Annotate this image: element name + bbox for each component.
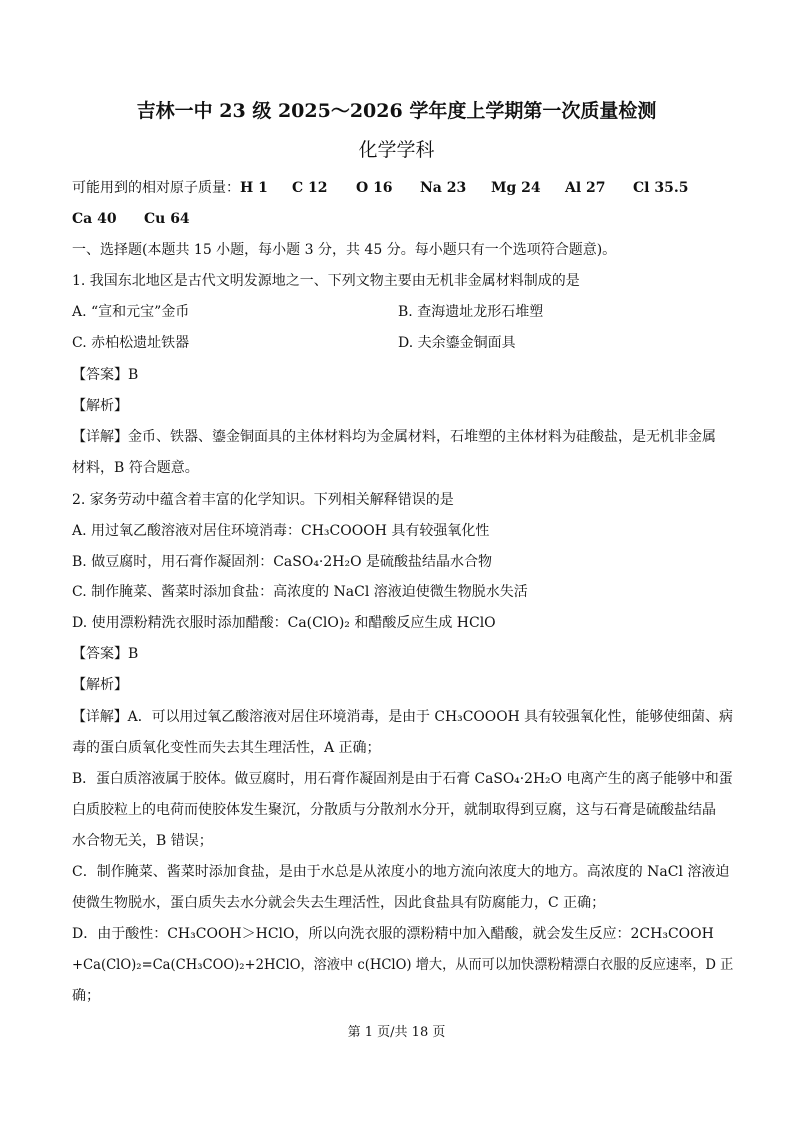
q2-detail-line: 白质胶粒上的电荷而使胶体发生聚沉，分散质与分散剂水分开，就制取得到豆腐，这与石膏是硫酸盐结晶 (72, 802, 716, 818)
mass-c: C 12 (292, 180, 328, 196)
q2-analysis-label: 【解析】 (72, 677, 128, 693)
page-footer: 第 1 页/共 18 页 (347, 1025, 446, 1040)
q1-answer: 【答案】B (72, 367, 139, 383)
q2-detail-line: D．由于酸性：CH₃COOH＞HClO，所以向洗衣服的漂粉精中加入醋酸，就会发生反应：2CH₃COOH (72, 926, 714, 942)
q1-stem: 1. 我国东北地区是古代文明发源地之一、下列文物主要由无机非金属材料制成的是 (72, 273, 580, 289)
q2-option-c: C. 制作腌菜、酱菜时添加食盐：高浓度的 NaCl 溶液迫使微生物脱水失活 (72, 584, 528, 600)
mass-mg: Mg 24 (491, 180, 541, 196)
mass-cu: Cu 64 (144, 211, 190, 227)
q2-stem: 2. 家务劳动中蕴含着丰富的化学知识。下列相关解释错误的是 (72, 492, 454, 508)
q2-option-b: B. 做豆腐时，用石膏作凝固剂：CaSO₄·2H₂O 是硫酸盐结晶水合物 (72, 554, 493, 570)
q2-detail-line: C．制作腌菜、酱菜时添加食盐，是由于水总是从浓度小的地方流向浓度大的地方。高浓度的 NaCl 溶液迫 (72, 864, 730, 880)
q2-option-d: D. 使用漂粉精洗衣服时添加醋酸：Ca(ClO)₂ 和醋酸反应生成 HClO (72, 615, 496, 631)
subject-title: 化学学科 (358, 139, 435, 161)
q2-detail-line: 水合物无关，B 错误； (72, 833, 213, 849)
q2-detail-line: 毒的蛋白质氧化变性而失去其生理活性，A 正确； (72, 740, 381, 756)
section-heading: 一、选择题(本题共 15 小题，每小题 3 分，共 45 分。每小题只有一个选项符合题意)。 (72, 242, 617, 258)
mass-o: O 16 (356, 180, 393, 196)
q2-detail-line: B．蛋白质溶液属于胶体。做豆腐时，用石膏作凝固剂是由于石膏 CaSO₄·2H₂O 电离产生的离子能够中和蛋 (72, 771, 733, 787)
q1-option-d: D. 夫余鎏金铜面具 (398, 335, 516, 351)
atomic-masses-row-1 (72, 178, 688, 198)
q2-detail-line: 确； (72, 988, 100, 1004)
q2-detail-line: 【详解】A．可以用过氧乙酸溶液对居住环境消毒，是由于 CH₃COOOH 具有较强氧化性，能够使细菌、病 (72, 709, 733, 725)
atomic-masses-row-2 (72, 209, 190, 229)
mass-na: Na 23 (420, 180, 467, 196)
q1-option-c: C. 赤柏松遗址铁器 (72, 335, 190, 351)
q1-detail-line-1: 【详解】金币、铁器、鎏金铜面具的主体材料均为金属材料，石堆塑的主体材料为硅酸盐，是无机非金属 (72, 429, 716, 445)
atomic-masses-label: 可能用到的相对原子质量： (72, 180, 240, 196)
mass-h: H 1 (240, 180, 268, 196)
q1-analysis-label: 【解析】 (72, 398, 128, 414)
q2-option-a: A. 用过氧乙酸溶液对居住环境消毒：CH₃COOOH 具有较强氧化性 (72, 523, 490, 539)
mass-al: Al 27 (565, 180, 606, 196)
q2-detail-line: +Ca(ClO)₂=Ca(CH₃COO)₂+2HClO，溶液中 c(HClO) 增大，从而可以加快漂粉精漂白衣服的反应速率，D 正 (72, 957, 734, 973)
q2-detail-line: 使微生物脱水，蛋白质失去水分就会失去生理活性，因此食盐具有防腐能力，C 正确； (72, 895, 606, 911)
exam-title: 吉林一中 23 级 2025～2026 学年度上学期第一次质量检测 (136, 100, 657, 122)
mass-ca: Ca 40 (72, 211, 117, 227)
q1-option-b: B. 查海遗址龙形石堆塑 (398, 304, 544, 320)
q1-detail-line-2: 材料，B 符合题意。 (72, 460, 199, 476)
mass-cl: Cl 35.5 (633, 180, 689, 196)
q1-option-a: A. “宣和元宝”金币 (72, 304, 190, 320)
q2-answer: 【答案】B (72, 646, 139, 662)
